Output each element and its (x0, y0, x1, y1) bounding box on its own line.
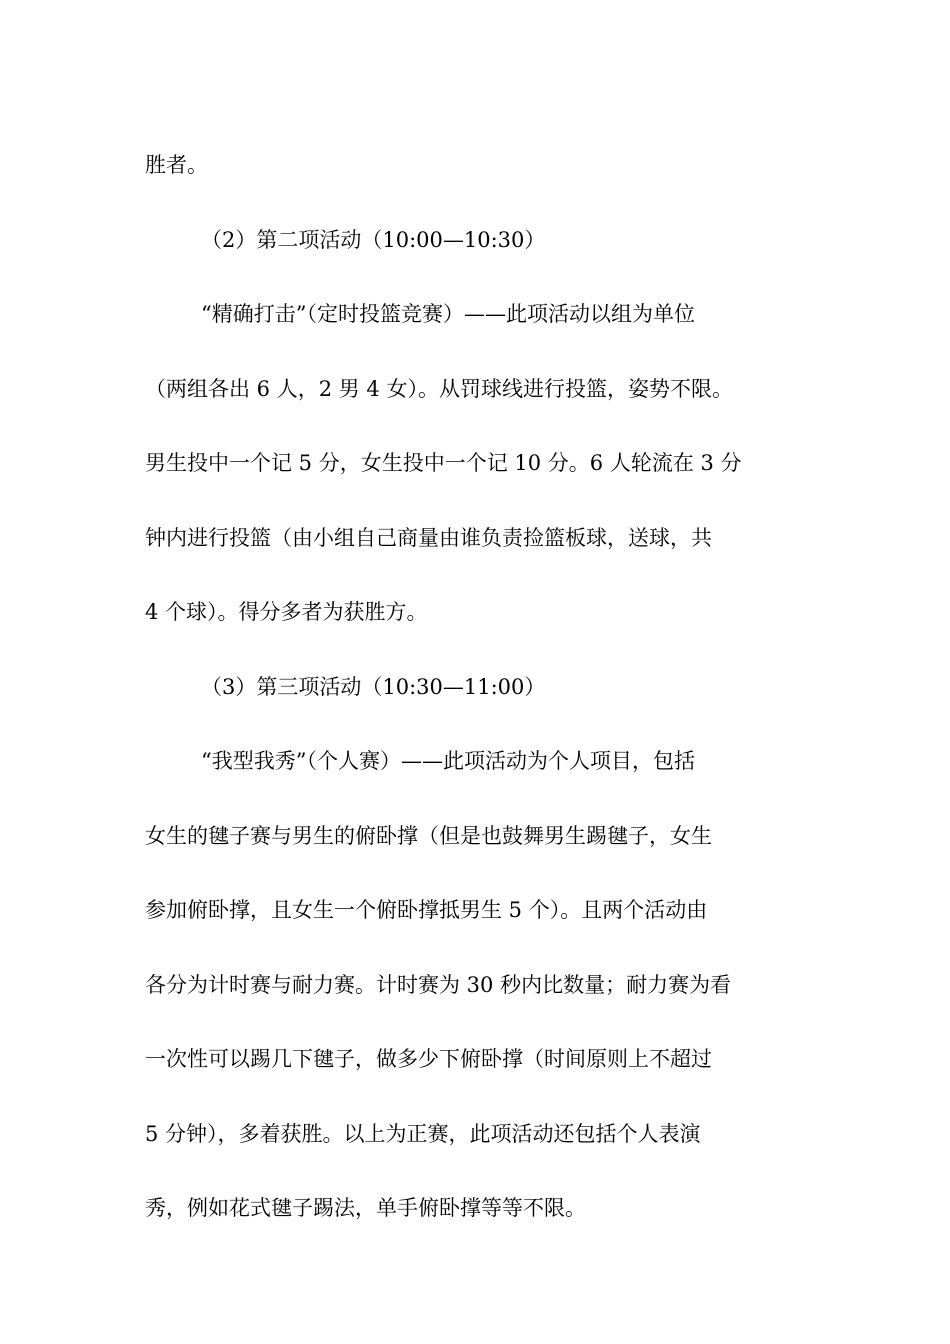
text-line: （3）第三项活动（10:30—11:00） (201, 674, 546, 699)
text-line: 4 个球）。得分多者为获胜方。 (145, 600, 428, 624)
paragraph-activity-2-heading (145, 203, 810, 278)
text-line: “我型我秀”（个人赛）——此项活动为个人项目，包括 (201, 749, 695, 773)
paragraph-activity-3-heading (145, 650, 810, 725)
text-line: “精确打击”（定时投篮竞赛）——此项活动以组为单位 (201, 302, 695, 326)
paragraph-activity-3-description (145, 724, 810, 1246)
text-line: 女生的毽子赛与男生的俯卧撑（但是也鼓舞男生踢毽子，女生 (145, 823, 712, 848)
text-line: 男生投中一个记 5 分，女生投中一个记 10 分。6 人轮流在 3 分 (145, 451, 742, 475)
text-line: 参加俯卧撑，且女生一个俯卧撑抵男生 5 个）。且两个活动由 (145, 898, 708, 922)
document-body (145, 128, 810, 1246)
text-line: （两组各出 6 人，2 男 4 女）。从罚球线进行投篮，姿势不限。 (145, 376, 733, 401)
text-line: 秀，例如花式毽子踢法，单手俯卧撑等等不限。 (145, 1196, 586, 1220)
paragraph-continuation (145, 128, 810, 203)
text-line: 胜者。 (145, 153, 208, 177)
text-line: （2）第二项活动（10:00—10:30） (201, 227, 546, 252)
text-line: 一次性可以踢几下毽子，做多少下俯卧撑（时间原则上不超过 (145, 1047, 712, 1071)
text-line: 各分为计时赛与耐力赛。计时赛为 30 秒内比数量；耐力赛为看 (145, 972, 732, 997)
text-line: 5 分钟），多着获胜。以上为正赛，此项活动还包括个人表演 (145, 1121, 701, 1146)
paragraph-activity-2-description (145, 277, 810, 650)
text-line: 钟内进行投篮（由小组自己商量由谁负责捡篮板球，送球，共 (145, 525, 712, 550)
